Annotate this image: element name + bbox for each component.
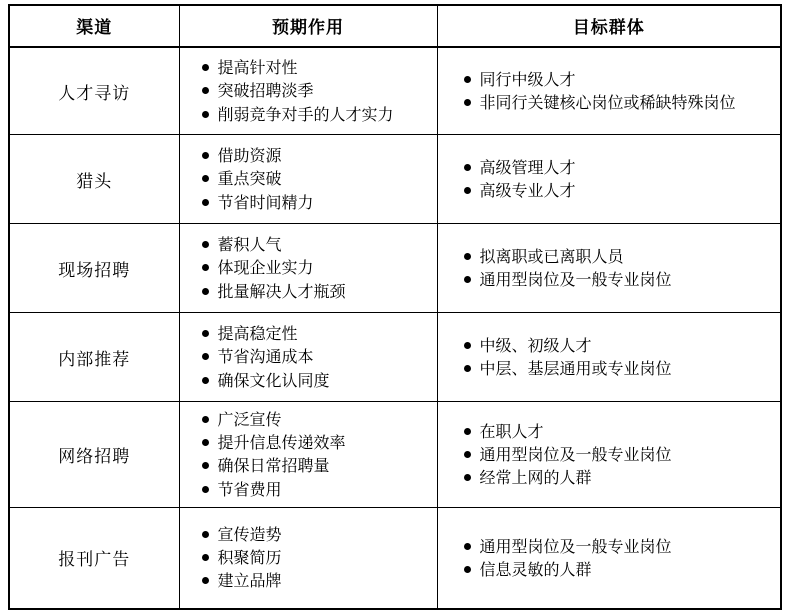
list-item: 中级、初级人才 — [464, 334, 775, 357]
list-item: 积聚简历 — [202, 546, 431, 569]
cell-channel-name: 内部推荐 — [9, 313, 179, 402]
cell-targets — [437, 507, 781, 609]
cell-effects — [179, 224, 437, 313]
list-item: 广泛宣传 — [202, 408, 431, 431]
cell-channel-name: 现场招聘 — [9, 224, 179, 313]
header-row — [9, 5, 781, 47]
column-header-channel: 渠道 — [9, 5, 179, 47]
list-item: 提高稳定性 — [202, 322, 431, 345]
targets-list — [438, 62, 781, 120]
effects-list — [180, 50, 437, 132]
targets-list — [438, 529, 781, 587]
list-item: 同行中级人才 — [464, 68, 775, 91]
list-item: 通用型岗位及一般专业岗位 — [464, 268, 775, 291]
cell-effects — [179, 402, 437, 508]
targets-list — [438, 414, 781, 496]
cell-channel-name: 报刊广告 — [9, 507, 179, 609]
recruitment-channel-table — [8, 4, 782, 610]
table-row — [9, 402, 781, 508]
effects-list — [180, 316, 437, 398]
cell-channel-name: 网络招聘 — [9, 402, 179, 508]
list-item: 突破招聘淡季 — [202, 79, 431, 102]
table-row — [9, 135, 781, 224]
effects-list — [180, 138, 437, 220]
list-item: 节省时间精力 — [202, 191, 431, 214]
cell-targets — [437, 135, 781, 224]
effects-list — [180, 227, 437, 309]
column-header-targets: 目标群体 — [437, 5, 781, 47]
cell-targets — [437, 47, 781, 135]
targets-list — [438, 150, 781, 208]
list-item: 提高针对性 — [202, 56, 431, 79]
list-item: 体现企业实力 — [202, 256, 431, 279]
list-item: 确保日常招聘量 — [202, 454, 431, 477]
list-item: 通用型岗位及一般专业岗位 — [464, 443, 775, 466]
list-item: 提升信息传递效率 — [202, 431, 431, 454]
list-item: 宣传造势 — [202, 523, 431, 546]
list-item: 非同行关键核心岗位或稀缺特殊岗位 — [464, 91, 775, 114]
list-item: 经常上网的人群 — [464, 466, 775, 489]
table-row — [9, 507, 781, 609]
list-item: 批量解决人才瓶颈 — [202, 280, 431, 303]
cell-effects — [179, 313, 437, 402]
column-header-effects: 预期作用 — [179, 5, 437, 47]
cell-channel-name: 猎头 — [9, 135, 179, 224]
table-row — [9, 313, 781, 402]
cell-effects — [179, 135, 437, 224]
list-item: 中层、基层通用或专业岗位 — [464, 357, 775, 380]
effects-list — [180, 517, 437, 599]
list-item: 信息灵敏的人群 — [464, 558, 775, 581]
targets-list — [438, 239, 781, 297]
list-item: 高级专业人才 — [464, 179, 775, 202]
list-item: 削弱竞争对手的人才实力 — [202, 103, 431, 126]
cell-channel-name: 人才寻访 — [9, 47, 179, 135]
list-item: 建立品牌 — [202, 569, 431, 592]
cell-effects — [179, 507, 437, 609]
list-item: 借助资源 — [202, 144, 431, 167]
list-item: 确保文化认同度 — [202, 369, 431, 392]
effects-list — [180, 402, 437, 507]
list-item: 通用型岗位及一般专业岗位 — [464, 535, 775, 558]
cell-targets — [437, 224, 781, 313]
list-item: 高级管理人才 — [464, 156, 775, 179]
table-header — [9, 5, 781, 47]
cell-targets — [437, 402, 781, 508]
table-body — [9, 47, 781, 609]
table-row — [9, 224, 781, 313]
list-item: 在职人才 — [464, 420, 775, 443]
list-item: 拟离职或已离职人员 — [464, 245, 775, 268]
table-row — [9, 47, 781, 135]
list-item: 节省费用 — [202, 478, 431, 501]
cell-targets — [437, 313, 781, 402]
list-item: 蓄积人气 — [202, 233, 431, 256]
cell-effects — [179, 47, 437, 135]
list-item: 重点突破 — [202, 167, 431, 190]
targets-list — [438, 328, 781, 386]
list-item: 节省沟通成本 — [202, 345, 431, 368]
